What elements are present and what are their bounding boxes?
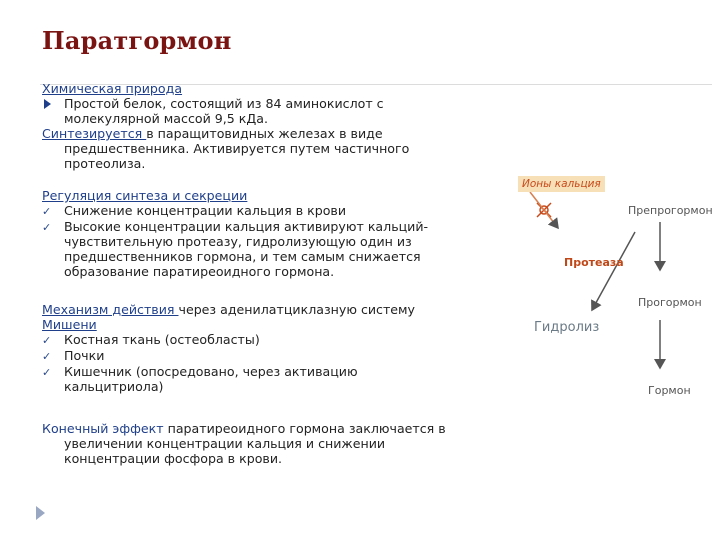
preprohormone-label: Препрогормон — [628, 204, 713, 217]
chemical-nature-bullet — [42, 96, 512, 126]
synthesis-link[interactable]: Синтезируется — [42, 126, 147, 141]
regulation-item — [42, 219, 512, 279]
target-item-text: Костная ткань (остеобласты) — [64, 332, 260, 347]
target-item — [42, 364, 512, 394]
regulation-item-text: предшественников гормона, и тем самым снижается — [64, 249, 421, 264]
target-item-text: кальцитриола) — [64, 379, 164, 394]
protease-to-hydrolysis-arrow — [592, 232, 635, 310]
checkmark-icon: ✓ — [42, 350, 52, 363]
mechanism-paragraph — [42, 302, 512, 317]
chemical-nature-heading[interactable]: Химическая природа — [42, 81, 183, 96]
hydrolysis-label: Гидролиз — [534, 320, 600, 335]
triangle-bullet-icon — [42, 96, 64, 113]
target-item — [42, 332, 512, 348]
slide-title: Паратгормон — [42, 26, 232, 55]
calcium-arrow — [530, 192, 558, 228]
bullet-text-line: молекулярной массой 9,5 кДа. — [64, 111, 268, 126]
synthesis-text-line: предшественника. Активируется путем частичного — [64, 141, 410, 156]
regulation-item-text: образование паратиреоидного гормона. — [64, 264, 335, 279]
regulation-item-text: Снижение концентрации кальция в крови — [64, 203, 347, 218]
mechanism-link[interactable]: Механизм действия — [42, 302, 179, 317]
checkmark-icon: ✓ — [42, 334, 52, 347]
hormone-label: Гормон — [648, 384, 691, 397]
regulation-item — [42, 203, 512, 219]
effect-paragraph — [42, 421, 512, 436]
pth-activation-diagram — [510, 170, 713, 420]
prohormone-label: Прогормон — [638, 296, 702, 309]
targets-heading[interactable]: Мишени — [42, 317, 97, 332]
checkmark-icon: ✓ — [42, 366, 52, 379]
protease-label: Протеаза — [564, 256, 624, 269]
effect-text-line: увеличении концентрации кальция и снижении — [64, 436, 386, 451]
target-item-text: Почки — [64, 348, 105, 363]
effect-heading: Конечный эффект — [42, 421, 164, 436]
synthesis-text-line: протеолиза. — [64, 156, 146, 171]
checkmark-icon: ✓ — [42, 221, 52, 234]
effect-text-line: концентрации фосфора в крови. — [64, 451, 283, 466]
triangle-nav-icon[interactable] — [36, 506, 45, 520]
regulation-heading[interactable]: Регуляция синтеза и секреции — [42, 188, 248, 203]
slide-content — [42, 81, 512, 466]
mechanism-text: через аденилатциклазную систему — [178, 302, 416, 317]
synthesis-text: в паращитовидных железах в виде — [146, 126, 383, 141]
regulation-item-text: Высокие концентрации кальция активируют кальций- — [64, 219, 429, 234]
regulation-item-text: чувствительную протеазу, гидролизующую один из — [64, 234, 412, 249]
target-item-text: Кишечник (опосредовано, через активацию — [64, 364, 358, 379]
calcium-ions-label: Ионы кальция — [518, 176, 605, 192]
synthesis-paragraph — [42, 126, 512, 141]
bullet-text-line: Простой белок, состоящий из 84 аминокислот с — [64, 96, 384, 111]
target-item — [42, 348, 512, 364]
effect-text: паратиреоидного гормона заключается в — [163, 421, 446, 436]
checkmark-icon: ✓ — [42, 205, 52, 218]
